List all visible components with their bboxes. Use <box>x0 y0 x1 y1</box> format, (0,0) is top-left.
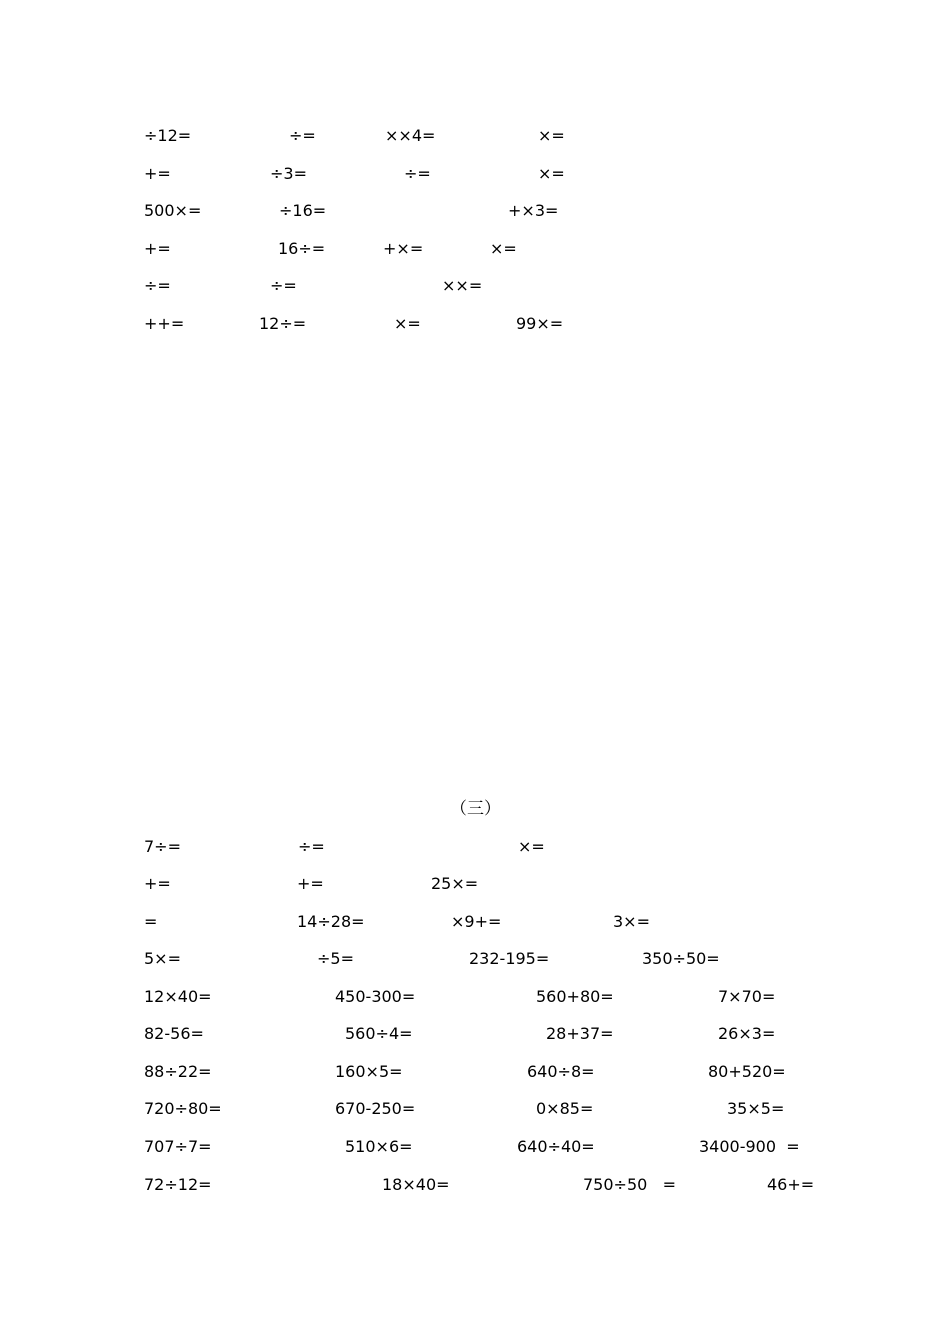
problem: ××4= <box>385 126 436 145</box>
problem: 3×= <box>613 912 650 931</box>
problem: 560÷4= <box>345 1024 413 1043</box>
problem: += <box>297 874 324 893</box>
problem: 25×= <box>431 874 479 893</box>
problem: ×= <box>490 239 517 258</box>
problem: 72÷12= <box>144 1175 212 1194</box>
problem: 12÷= <box>259 314 307 333</box>
problem: 720÷80= <box>144 1099 222 1118</box>
problem: ++= <box>144 314 185 333</box>
problem: 640÷8= <box>527 1062 595 1081</box>
problem: += <box>144 239 171 258</box>
problem: 640÷40= <box>517 1137 595 1156</box>
problem: 12×40= <box>144 987 212 1006</box>
problem: 7×70= <box>718 987 776 1006</box>
problem: ×9+= <box>451 912 502 931</box>
problem: 707÷7= <box>144 1137 212 1156</box>
problem: 670-250= <box>335 1099 416 1118</box>
problem: ×= <box>538 164 565 183</box>
problem: ÷3= <box>270 164 307 183</box>
problem: 35×5= <box>727 1099 785 1118</box>
problem: 510×6= <box>345 1137 413 1156</box>
problem: ×= <box>518 837 545 856</box>
problem: 80+520= <box>708 1062 786 1081</box>
problem: ÷= <box>144 276 171 295</box>
problem: ÷= <box>404 164 431 183</box>
problem: 16÷= <box>278 239 326 258</box>
problem: 18×40= <box>382 1175 450 1194</box>
problem: 0×85= <box>536 1099 594 1118</box>
problem: ÷= <box>298 837 325 856</box>
problem: 750÷50 = <box>583 1175 676 1194</box>
problem: 350÷50= <box>642 949 720 968</box>
problem: 14÷28= <box>297 912 365 931</box>
problem: 82-56= <box>144 1024 204 1043</box>
problem: ÷16= <box>279 201 327 220</box>
problem: 88÷22= <box>144 1062 212 1081</box>
problem: ÷= <box>289 126 316 145</box>
problem: ÷5= <box>317 949 354 968</box>
section-3-heading: （三） <box>450 799 501 819</box>
problem: ××= <box>442 276 483 295</box>
problem: ×= <box>538 126 565 145</box>
problem: +×3= <box>508 201 559 220</box>
problem: 28+37= <box>546 1024 614 1043</box>
problem: += <box>144 874 171 893</box>
problem: 5×= <box>144 949 181 968</box>
problem: 3400-900 = <box>699 1137 800 1156</box>
problem: 560+80= <box>536 987 614 1006</box>
problem: 99×= <box>516 314 564 333</box>
problem: +×= <box>383 239 424 258</box>
problem: 26×3= <box>718 1024 776 1043</box>
problem: ÷12= <box>144 126 192 145</box>
problem: += <box>144 164 171 183</box>
problem: 46+= <box>767 1175 815 1194</box>
problem: 500×= <box>144 201 202 220</box>
problem: 232-195= <box>469 949 550 968</box>
problem: ÷= <box>270 276 297 295</box>
problem: 160×5= <box>335 1062 403 1081</box>
problem: ×= <box>394 314 421 333</box>
problem: = <box>144 912 158 931</box>
problem: 7÷= <box>144 837 181 856</box>
problem: 450-300= <box>335 987 416 1006</box>
